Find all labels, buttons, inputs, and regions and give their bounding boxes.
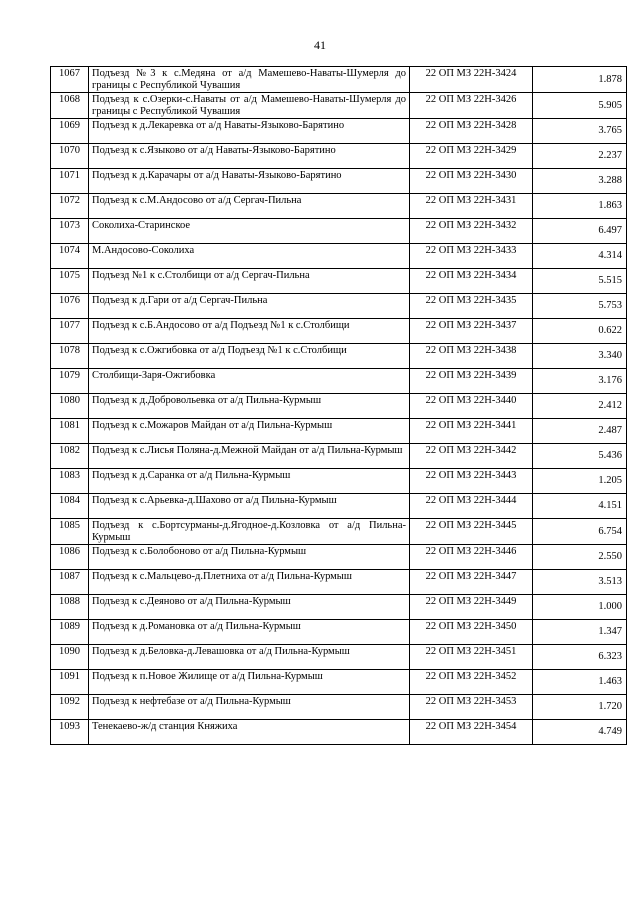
row-number-cell: 1071: [51, 169, 89, 194]
row-number-cell: 1092: [51, 695, 89, 720]
row-number-cell: 1067: [51, 67, 89, 93]
road-length-cell: 6.497: [533, 219, 627, 244]
row-number-cell: 1079: [51, 369, 89, 394]
road-code-cell: 22 ОП МЗ 22Н-3445: [410, 519, 533, 545]
road-length-cell: 4.749: [533, 720, 627, 745]
road-length-cell: 2.487: [533, 419, 627, 444]
road-code-cell: 22 ОП МЗ 22Н-3424: [410, 67, 533, 93]
road-code-cell: 22 ОП МЗ 22Н-3431: [410, 194, 533, 219]
road-code-cell: 22 ОП МЗ 22Н-3452: [410, 670, 533, 695]
table-row: [51, 469, 627, 494]
road-code-cell: 22 ОП МЗ 22Н-3450: [410, 620, 533, 645]
road-name-cell: Подъезд №3 к с.Медяна от а/д Мамешево-Наваты-Шумерля до границы с Республикой Чувашия: [89, 67, 410, 93]
road-length-cell: 1.205: [533, 469, 627, 494]
road-code-cell: 22 ОП МЗ 22Н-3429: [410, 144, 533, 169]
table-row: [51, 444, 627, 469]
road-name-cell: Подъезд к нефтебазе от а/д Пильна-Курмыш: [89, 695, 410, 720]
road-name-cell: М.Андосово-Соколиха: [89, 244, 410, 269]
road-length-cell: 6.323: [533, 645, 627, 670]
road-name-cell: Подъезд к с.Ожгибовка от а/д Подъезд №1 к с.Столбищи: [89, 344, 410, 369]
road-length-cell: 3.765: [533, 119, 627, 144]
roads-table-body: [51, 67, 627, 745]
table-row: [51, 670, 627, 695]
road-name-cell: Соколиха-Старинское: [89, 219, 410, 244]
table-row: [51, 194, 627, 219]
road-name-cell: Столбищи-Заря-Ожгибовка: [89, 369, 410, 394]
road-code-cell: 22 ОП МЗ 22Н-3439: [410, 369, 533, 394]
road-code-cell: 22 ОП МЗ 22Н-3444: [410, 494, 533, 519]
row-number-cell: 1083: [51, 469, 89, 494]
road-code-cell: 22 ОП МЗ 22Н-3434: [410, 269, 533, 294]
road-length-cell: 3.340: [533, 344, 627, 369]
table-row: [51, 620, 627, 645]
table-row: [51, 494, 627, 519]
table-row: [51, 67, 627, 93]
row-number-cell: 1090: [51, 645, 89, 670]
road-name-cell: Подъезд №1 к с.Столбищи от а/д Сергач-Пильна: [89, 269, 410, 294]
road-length-cell: 1.863: [533, 194, 627, 219]
road-code-cell: 22 ОП МЗ 22Н-3438: [410, 344, 533, 369]
row-number-cell: 1069: [51, 119, 89, 144]
table-row: [51, 93, 627, 119]
road-code-cell: 22 ОП МЗ 22Н-3443: [410, 469, 533, 494]
row-number-cell: 1081: [51, 419, 89, 444]
row-number-cell: 1076: [51, 294, 89, 319]
roads-table: [50, 66, 627, 745]
road-name-cell: Подъезд к д.Саранка от а/д Пильна-Курмыш: [89, 469, 410, 494]
road-name-cell: Подъезд к д.Беловка-д.Левашовка от а/д Пильна-Курмыш: [89, 645, 410, 670]
road-name-cell: Подъезд к д.Гари от а/д Сергач-Пильна: [89, 294, 410, 319]
road-length-cell: 2.550: [533, 545, 627, 570]
road-length-cell: 1.000: [533, 595, 627, 620]
road-name-cell: Подъезд к д.Лекаревка от а/д Наваты-Языково-Барятино: [89, 119, 410, 144]
road-name-cell: Подъезд к с.Бортсурманы-д.Ягодное-д.Козловка от а/д Пильна-Курмыш: [89, 519, 410, 545]
road-length-cell: 4.151: [533, 494, 627, 519]
row-number-cell: 1068: [51, 93, 89, 119]
row-number-cell: 1084: [51, 494, 89, 519]
road-name-cell: Подъезд к с.Арьевка-д.Шахово от а/д Пильна-Курмыш: [89, 494, 410, 519]
road-length-cell: 0.622: [533, 319, 627, 344]
table-row: [51, 595, 627, 620]
road-code-cell: 22 ОП МЗ 22Н-3430: [410, 169, 533, 194]
road-name-cell: Подъезд к с.М.Андосово от а/д Сергач-Пильна: [89, 194, 410, 219]
row-number-cell: 1078: [51, 344, 89, 369]
row-number-cell: 1070: [51, 144, 89, 169]
row-number-cell: 1093: [51, 720, 89, 745]
road-length-cell: 1.878: [533, 67, 627, 93]
row-number-cell: 1072: [51, 194, 89, 219]
road-name-cell: Подъезд к с.Деяново от а/д Пильна-Курмыш: [89, 595, 410, 620]
table-row: [51, 269, 627, 294]
road-length-cell: 2.412: [533, 394, 627, 419]
road-length-cell: 3.288: [533, 169, 627, 194]
road-code-cell: 22 ОП МЗ 22Н-3453: [410, 695, 533, 720]
road-code-cell: 22 ОП МЗ 22Н-3441: [410, 419, 533, 444]
road-code-cell: 22 ОП МЗ 22Н-3449: [410, 595, 533, 620]
road-code-cell: 22 ОП МЗ 22Н-3446: [410, 545, 533, 570]
row-number-cell: 1091: [51, 670, 89, 695]
table-row: [51, 169, 627, 194]
row-number-cell: 1075: [51, 269, 89, 294]
table-row: [51, 344, 627, 369]
table-row: [51, 144, 627, 169]
table-row: [51, 319, 627, 344]
row-number-cell: 1086: [51, 545, 89, 570]
road-length-cell: 1.463: [533, 670, 627, 695]
table-row: [51, 294, 627, 319]
road-name-cell: Подъезд к д.Добровольевка от а/д Пильна-Курмыш: [89, 394, 410, 419]
road-code-cell: 22 ОП МЗ 22Н-3433: [410, 244, 533, 269]
road-length-cell: 5.515: [533, 269, 627, 294]
page-number: 41: [314, 38, 326, 52]
road-code-cell: 22 ОП МЗ 22Н-3442: [410, 444, 533, 469]
table-row: [51, 570, 627, 595]
row-number-cell: 1085: [51, 519, 89, 545]
table-row: [51, 545, 627, 570]
row-number-cell: 1087: [51, 570, 89, 595]
row-number-cell: 1077: [51, 319, 89, 344]
row-number-cell: 1074: [51, 244, 89, 269]
row-number-cell: 1082: [51, 444, 89, 469]
table-row: [51, 219, 627, 244]
table-row: [51, 695, 627, 720]
table-row: [51, 244, 627, 269]
road-code-cell: 22 ОП МЗ 22Н-3426: [410, 93, 533, 119]
road-name-cell: Подъезд к с.Лисья Поляна-д.Межной Майдан от а/д Пильна-Курмыш: [89, 444, 410, 469]
road-code-cell: 22 ОП МЗ 22Н-3432: [410, 219, 533, 244]
road-length-cell: 5.753: [533, 294, 627, 319]
road-code-cell: 22 ОП МЗ 22Н-3437: [410, 319, 533, 344]
table-row: [51, 119, 627, 144]
road-code-cell: 22 ОП МЗ 22Н-3428: [410, 119, 533, 144]
road-length-cell: 1.347: [533, 620, 627, 645]
row-number-cell: 1080: [51, 394, 89, 419]
table-row: [51, 419, 627, 444]
road-length-cell: 4.314: [533, 244, 627, 269]
road-length-cell: 3.513: [533, 570, 627, 595]
road-length-cell: 5.905: [533, 93, 627, 119]
road-name-cell: Подъезд к с.Можаров Майдан от а/д Пильна-Курмыш: [89, 419, 410, 444]
table-row: [51, 645, 627, 670]
road-length-cell: 2.237: [533, 144, 627, 169]
road-code-cell: 22 ОП МЗ 22Н-3435: [410, 294, 533, 319]
road-name-cell: Подъезд к д.Карачары от а/д Наваты-Языково-Барятино: [89, 169, 410, 194]
road-code-cell: 22 ОП МЗ 22Н-3451: [410, 645, 533, 670]
road-name-cell: Подъезд к д.Романовка от а/д Пильна-Курмыш: [89, 620, 410, 645]
road-length-cell: 5.436: [533, 444, 627, 469]
road-length-cell: 1.720: [533, 695, 627, 720]
table-row: [51, 394, 627, 419]
table-row: [51, 369, 627, 394]
road-name-cell: Подъезд к с.Болобоново от а/д Пильна-Курмыш: [89, 545, 410, 570]
road-length-cell: 3.176: [533, 369, 627, 394]
row-number-cell: 1089: [51, 620, 89, 645]
road-code-cell: 22 ОП МЗ 22Н-3447: [410, 570, 533, 595]
road-code-cell: 22 ОП МЗ 22Н-3440: [410, 394, 533, 419]
table-row: [51, 519, 627, 545]
road-length-cell: 6.754: [533, 519, 627, 545]
road-code-cell: 22 ОП МЗ 22Н-3454: [410, 720, 533, 745]
road-name-cell: Подъезд к с.Мальцево-д.Плетниха от а/д Пильна-Курмыш: [89, 570, 410, 595]
road-name-cell: Подъезд к с.Языково от а/д Наваты-Языково-Барятино: [89, 144, 410, 169]
road-name-cell: Тенекаево-ж/д станция Княжиха: [89, 720, 410, 745]
row-number-cell: 1088: [51, 595, 89, 620]
road-name-cell: Подъезд к п.Новое Жилище от а/д Пильна-Курмыш: [89, 670, 410, 695]
road-name-cell: Подъезд к с.Б.Андосово от а/д Подъезд №1 к с.Столбищи: [89, 319, 410, 344]
road-name-cell: Подъезд к с.Озерки-с.Наваты от а/д Мамешево-Наваты-Шумерля до границы с Республикой Чувашия: [89, 93, 410, 119]
row-number-cell: 1073: [51, 219, 89, 244]
table-row: [51, 720, 627, 745]
